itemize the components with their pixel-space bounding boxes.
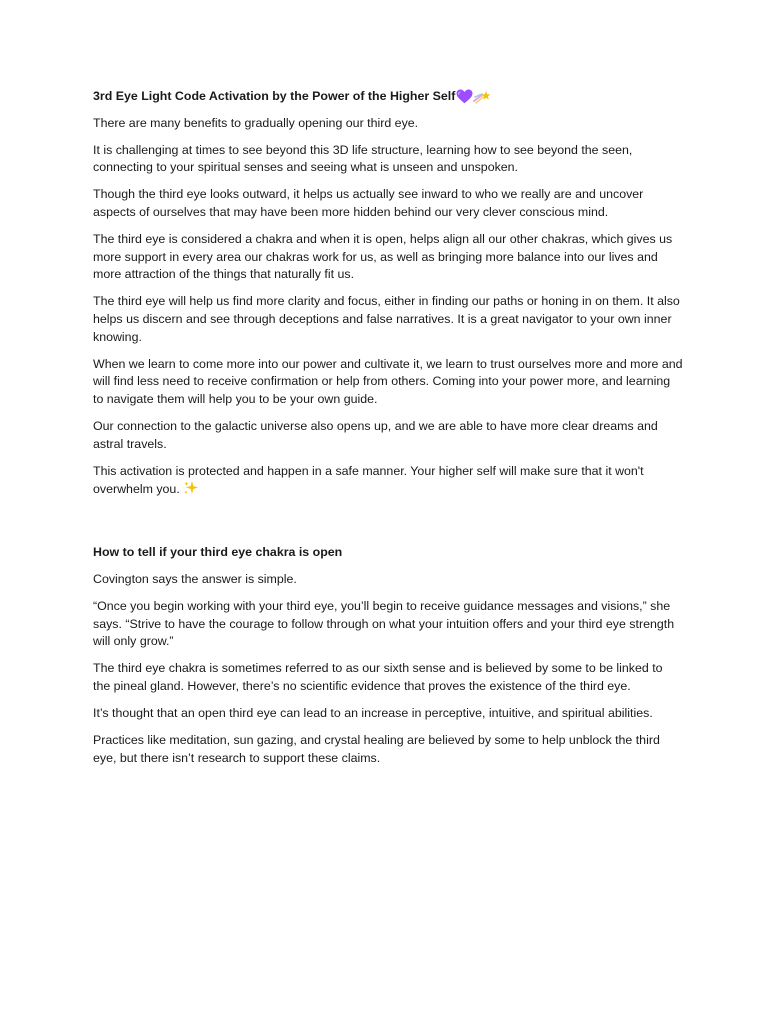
paragraph: There are many benefits to gradually opening our third eye. bbox=[93, 115, 419, 130]
heading-emoji-group bbox=[456, 89, 491, 104]
paragraph: The third eye will help us find more clarity and focus, either in finding our paths or honing in on them. It also helps us discern and see through deceptions and false narratives. It is a great navigator to your own inner knowing. bbox=[93, 294, 680, 344]
paragraph: Our connection to the galactic universe also opens up, and we are able to have more clear dreams and astral travels. bbox=[93, 418, 658, 451]
sparkles-icon bbox=[183, 480, 199, 496]
paragraph: Covington says the answer is simple. bbox=[93, 571, 297, 586]
open-chakra-heading: How to tell if your third eye chakra is open bbox=[93, 545, 343, 560]
closing-paragraph bbox=[93, 463, 683, 499]
paragraph: The third eye chakra is sometimes referred to as our sixth sense and is believed by some to be linked to the pineal gland. However, there’s no scientific evidence that proves the existence of the third eye. bbox=[93, 661, 663, 693]
document-page bbox=[93, 88, 683, 777]
activation-heading: 3rd Eye Light Code Activation by the Power of the Higher Self bbox=[93, 89, 456, 103]
paragraph: Practices like meditation, sun gazing, and crystal healing are believed by some to help unblock the third eye, but there isn’t research to support these claims. bbox=[93, 733, 660, 765]
paragraph: When we learn to come more into our power and cultivate it, we learn to trust ourselves more and more and will find less need to receive confirmation or help from others. Coming into your power more, and learning to navigate them will help you to be your own guide. bbox=[93, 356, 683, 406]
section-heading bbox=[93, 88, 683, 106]
section-heading bbox=[93, 544, 683, 562]
paragraph: “Once you begin working with your third eye, you’ll begin to receive guidance messages and visions,” she says. “Strive to have the courage to follow through on what your intuition offers and your third eye strength will only grow.” bbox=[93, 598, 675, 649]
purple-heart-icon bbox=[456, 89, 473, 104]
paragraph: The third eye is considered a chakra and when it is open, helps align all our other chakras, which gives us more support in every area our chakras work for us, as well as bringing more balance into our lives and more attraction of the things that naturally fit us. bbox=[93, 232, 673, 282]
section-spacer bbox=[93, 508, 683, 544]
paragraph: It is challenging at times to see beyond this 3D life structure, learning how to see beyond the seen, connecting to your spiritual senses and seeing what is unseen and unspoken. bbox=[93, 142, 633, 175]
shooting-star-icon bbox=[473, 90, 491, 104]
paragraph: It’s thought that an open third eye can lead to an increase in perceptive, intuitive, and spiritual abilities. bbox=[93, 705, 653, 720]
closing-text: This activation is protected and happen in a safe manner. Your higher self will make sure that it won't overwhelm you. bbox=[93, 463, 644, 497]
paragraph: Though the third eye looks outward, it helps us actually see inward to who we really are and uncover aspects of ourselves that may have been more hidden behind our very clever conscious mind. bbox=[93, 187, 644, 219]
